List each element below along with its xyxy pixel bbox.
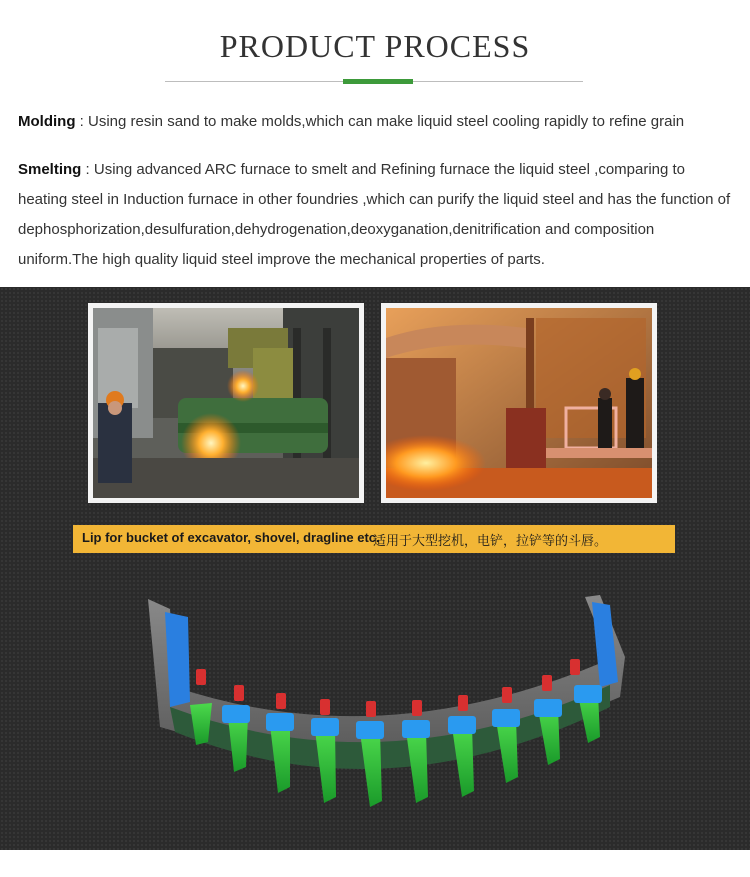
molding-text: Using resin sand to make molds,which can make liquid steel cooling rapidly to refine grain bbox=[88, 113, 685, 130]
bucket-lip-render bbox=[130, 587, 650, 827]
smelting-label: Smelting bbox=[18, 161, 82, 178]
molding-label: Molding bbox=[18, 113, 76, 130]
smelting-separator: : bbox=[81, 161, 94, 178]
arc-furnace-photo bbox=[88, 303, 364, 503]
dark-panel bbox=[0, 287, 750, 850]
molding-paragraph bbox=[18, 107, 734, 137]
refining-furnace-photo bbox=[381, 303, 657, 503]
title-divider-accent bbox=[343, 79, 413, 84]
banner-english-text: Lip for bucket of excavator, shovel, dragline etc. bbox=[82, 530, 380, 545]
smelting-text: Using advanced ARC furnace to smelt and Refining furnace the liquid steel ,comparing to heating steel in Induction furnace in other foundries ,which can purify the liquid steel and has the function of dephosphorization,desulfuration,dehydrogenation,deoxyganation,denitrification and composition uniform.The high quality liquid steel improve the mechanical properties of parts. bbox=[18, 161, 731, 268]
product-banner bbox=[73, 525, 675, 553]
smelting-paragraph bbox=[18, 155, 734, 275]
banner-chinese-text: 适用于大型挖机，电铲，拉铲等的斗唇。 bbox=[373, 533, 608, 548]
page-title: PRODUCT PROCESS bbox=[219, 28, 531, 64]
molding-separator: : bbox=[75, 113, 88, 130]
